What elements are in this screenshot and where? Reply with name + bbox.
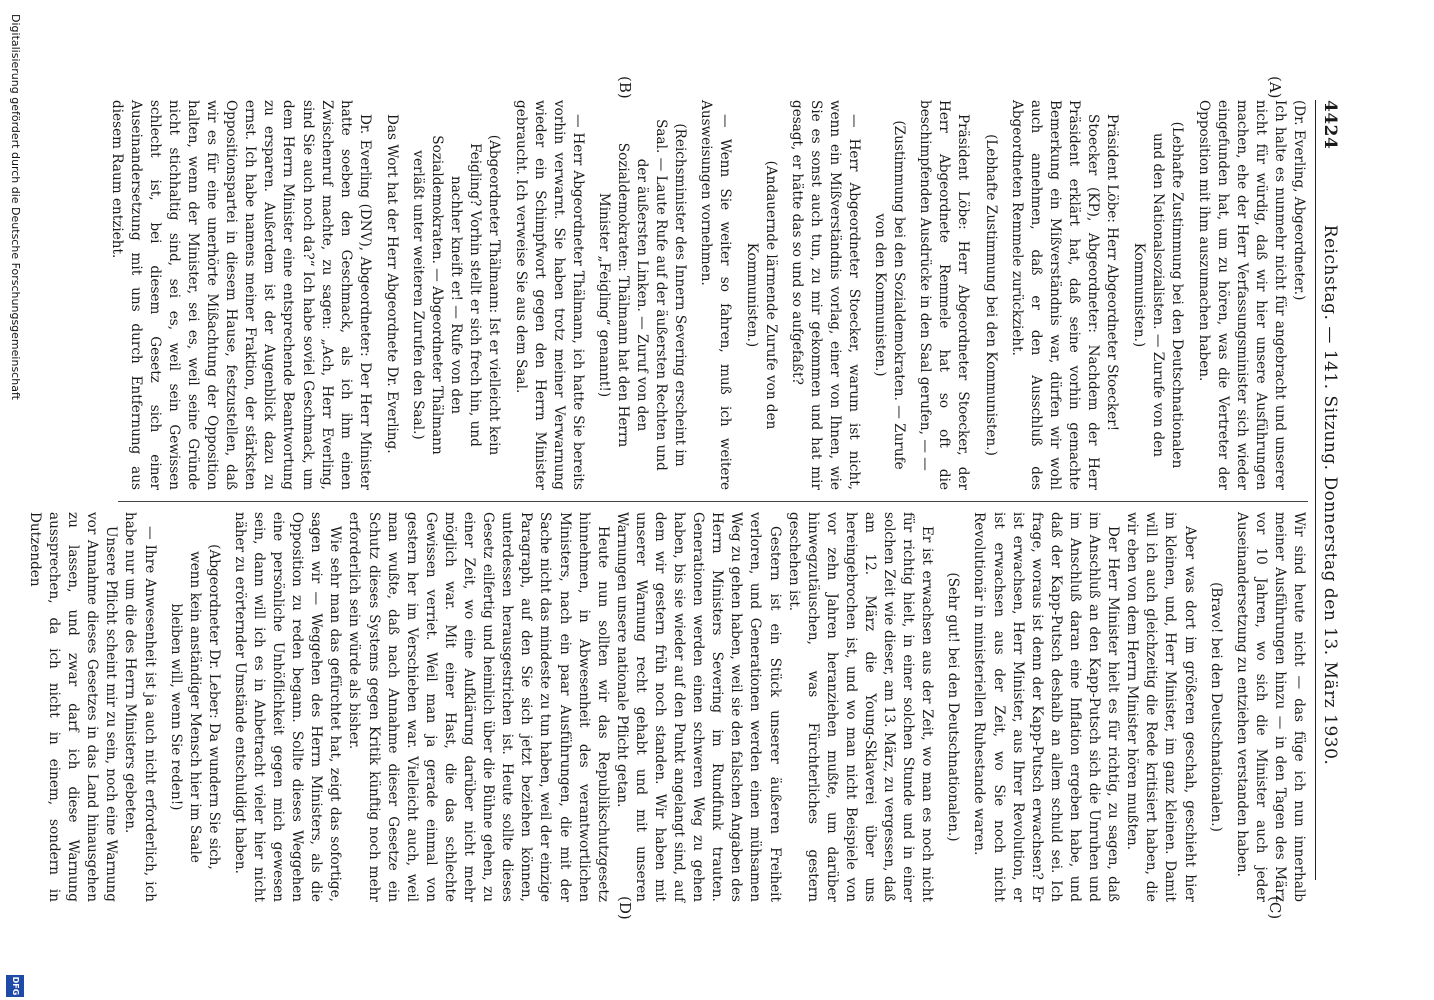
digitization-credit: Digitalisierung gefördert durch die Deutsche Forschungsgemeinschaft [9, 14, 22, 400]
stage-direction: (Lebhafte Zustimmung bei den Kommunisten.) [982, 134, 999, 456]
stage-direction: (Abgeordneter Thälmann: Ist er vielleicht kein Feigling? Vorhin stellt er sich frech hin, und nachher kneift er! — Rufe von den Sozialdemokraten. — Abgeordneter Thälmann verläßt unter weiteren Zurufen den Saal.) [410, 134, 503, 456]
paragraph: Präsident Löbe: Herr Abgeordneter Stoecker, der Herr Abgeordnete Remmele hat so oft die beschimpfenden Ausdrücke in den Saal gerufen, — — [917, 100, 972, 490]
stage-direction: (Lebhafte Zustimmung bei den Deutschnationalen und den Nationalsozialisten. — Zurufe von den Kommunisten.) [1131, 121, 1186, 469]
page-number: 4424 [1320, 100, 1340, 150]
paragraph: Das Wort hat der Herr Abgeordnete Dr. Everling. [383, 114, 400, 454]
paragraph: Er ist erwachsen aus der Zeit, wo man es noch nicht für richtig hielt, in einer solchen Stunde und in einer solchen Zeit wie dieser, am 13. März, zu vergessen, daß am 12. März die Young-Sklaverei über uns hereingebrochen ist, und wo man nicht Beispiele von vor zehn Jahren heranziehen mußte, um darüber hinwegzutäuschen, was Fürchterliches gestern geschehen ist. [785, 512, 936, 902]
paragraph: Dr. Everling (DNV), Abgeordneter: Der Herr Minister hatte soeben den Geschmack, als ich ihm einen Zwischenruf machte, zu sagen: „Ach, Herr Everling, sind Sie auch noch da?“ Ich habe soviel Geschmack, um dem Herrn Minister eine entsprechende Beantwortung zu ersparen. Außerdem ist der Augenblick dazu zu ernst. Ich habe namens meiner Fraktion, der stärksten Oppositionspartei in diesem Hause, festzustellen, daß wir es für eine unerhörte Mißachtung der Opposition halten, wenn der Minister, sei es, weil seine Gründe nicht stichhaltig sind, sei es, weil sein Gewissen schlecht ist, bei diesem Gesetz sich einer Auseinandersetzung mit uns durch Entfernung aus diesem Raum entzieht. [108, 100, 373, 490]
stage-direction: (Sehr gut! bei den Deutschnationalen.) [945, 572, 962, 842]
left-text-column [88, 100, 1308, 490]
paragraph: (Dr. Everling, Abgeordneter.) [1291, 100, 1307, 301]
dfg-logo: DFG [6, 975, 24, 997]
paragraph: Präsident Löbe: Herr Abgeordneter Stoecker! [1104, 114, 1121, 432]
paragraph: Stoecker (KP), Abgeordneter: Nachdem der Herr Präsident erklärt hat, daß seine vorhin gemachte Bemerkung ein Mißverständnis war, dürfen wir wohl auch annehmen, daß er den Ausschluß des Abgeordneten Remmele zurückzieht. [1008, 100, 1102, 490]
page-header [1315, 100, 1342, 880]
margin-mark-b: (B) [616, 76, 634, 99]
paragraph: Aber was dort im größeren geschah, geschieht hier im kleinen, und, Herr Minister, im ganz kleinen. Damit will ich auch gleichzeitig die Rede kritisiert haben, die wir eben von dem Herrn Minister hören mußten. [1124, 512, 1198, 902]
margin-mark-d: (D) [616, 896, 634, 920]
paragraph: Gestern ist ein Stück unserer äußeren Freiheit verloren, und Generationen werden einen mühsamen Weg zu gehen haben, weil sie den falschen Angaben des Herrn Ministers Severing im Rundfunk trauten. Generationen werden einen schweren Weg zu gehen haben, bis sie wieder auf den Punkt angelangt sind, auf dem wir gestern früh noch standen. Wir haben mit unserer Warnung recht gehabt und mit unseren Warnungen unsere nationale Pflicht getan. [613, 512, 783, 902]
stage-direction: (Andauernde lärmende Zurufe von den Kommunisten.) [743, 160, 779, 430]
paragraph: Unsere Pflicht scheint mir zu sein, noch eine Warnung vor Annahme dieses Gesetzes in das Land hinausgehen zu lassen, und zwar darf ich diese Warnung aussprechen, da ich nicht in einem, sondern in Dutzenden [27, 512, 120, 902]
right-text-column [27, 512, 1308, 902]
margin-mark-c: (C) [1266, 896, 1284, 920]
stage-direction: (Abgeordneter Dr. Leber: Da wundern Sie sich, wenn kein anständiger Mensch hier im Saale bleiben will, wenn Sie reden!) [167, 544, 222, 870]
paragraph: — Herr Abgeordneter Thälmann, ich hatte Sie bereits vorhin verwarnt. Sie haben trotz meiner Verwarnung wieder ein Schimpfwort gegen den Herrn Minister gebraucht. Ich verweise Sie aus dem Saal. [512, 100, 586, 490]
stage-direction: (Bravo! bei den Deutschnationalen.) [1207, 582, 1224, 832]
page-title: Reichstag. — 141. Sitzung. Donnerstag den 13. März 1930. [1320, 224, 1340, 766]
paragraph: Wie sehr man das gefürchtet hat, zeigt das sofortige, sagen wir — Weggehen des Herrn Ministers, als die Opposition zu reden begann. Sollte dieses Weggehen eine persönliche Unhöflichkeit gegen mich gewesen sein, dann will ich es in Anbetracht vieler hier nicht näher zu erörternder Umstände entschuldigt haben. [231, 512, 344, 902]
stage-direction: (Zustimmung bei den Sozialdemokraten. — Zurufe von den Kommunisten.) [872, 120, 908, 470]
margin-mark-a: (A) [1266, 76, 1284, 99]
stage-direction: (Reichsminister des Innern Severing erscheint im Saal. — Laute Rufe auf der äußersten Rechten und der äußersten Linken. — Zuruf von den Sozialdemokraten: Thälmann hat den Herrn Minister „Feigling“ genannt!) [595, 119, 689, 471]
paragraph: — Herr Abgeordneter Stoecker, warum ist nicht, wenn ein Mißverständnis vorlag, einer von Ihnen, wie Sie es sonst auch tun, zu mir gekommen und hat mir gesagt, er hätte das so und so aufgefaßt? [788, 100, 863, 490]
paragraph: Wir sind heute nicht — das füge ich nun innerhalb meiner Ausführungen hinzu — in den Tagen des März vor 10 Jahren, wo sich die Minister auch jeder Auseinandersetzung zu entziehen verstanden haben. [1233, 512, 1307, 902]
column-divider [118, 501, 1308, 502]
paragraph: — Ihre Anwesenheit ist ja auch nicht erforderlich, ich habe nur um die des Herrn Ministers gebeten. [122, 512, 158, 902]
paragraph: — Wenn Sie weiter so fahren, muß ich weitere Ausweisungen vornehmen. [698, 100, 734, 490]
paragraph: Der Herr Minister hielt es für richtig, zu sagen, daß im Anschluß an den Kapp-Putsch sich die Unruhen und im Anschluß daran eine Inflation ergeben habe, und daß der Kapp-Putsch deshalb an allem schuld sei. Ich frage, woraus ist denn der Kapp-Putsch erwachsen? Er ist erwachsen, Herr Minister, aus Ihrer Revolution, er ist erwachsen aus der Zeit, wo Sie noch nicht Revolutionär in ministeriellen Ruhestande waren. [971, 512, 1122, 902]
paragraph: Heute nun sollten wir das Republikschutzgesetz hinnehmen, in Abwesenheit des verantwortlichen Ministers, nach ein paar Ausführungen, die mit der Sache nicht das mindeste zu tun haben, weil der einzige Paragraph, auf den Sie sich jetzt beziehen können, unterdessen herausgestrichen ist. Heute sollte dieses Gesetz eilfertig und heimlich über die Bühne gehen, zu einer Zeit, wo eine Aufklärung darüber nicht mehr möglich war. Mit einer Hast, die das schlechte Gewissen verriet. Weil man ja gerade einmal von gestern her im Verschieben war. Vielleicht auch, weil man wußte, daß nach Annahme dieser Gesetze ein Schutz dieses Systems gegen Kritik künftig noch mehr erforderlich sein würde als bisher. [346, 512, 611, 902]
paragraph: Ich halte es nunmehr nicht für angebracht und unserer nicht für würdig, daß wir hier unsere Ausführungen machen, ehe der Herr Verfassungsminister sich wieder eingefunden hat, um zu hören, was die Vertreter der Opposition mit ihm auszumachen haben. [1195, 100, 1288, 490]
